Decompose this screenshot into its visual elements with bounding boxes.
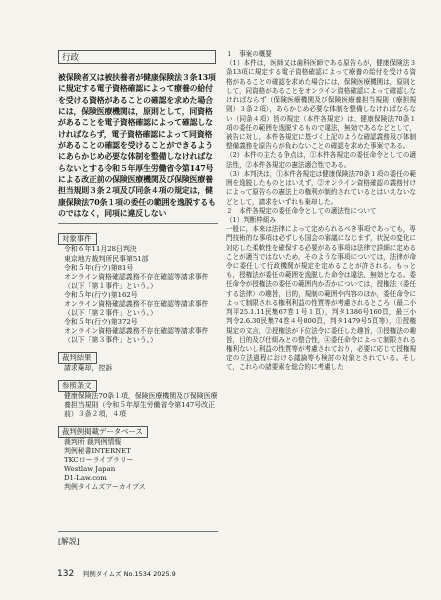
paragraph-3: （3）本判決は，①本件各規定は健康保険法70条１項の委任の範囲を逸脱したものとはいえず，②オンライン資格確認の義務付けによって原告らの憲法上の権利が制約されているとはいえないなどとして，請求をいずれも棄却した。 bbox=[226, 169, 416, 206]
target-case-section bbox=[58, 223, 218, 345]
heading-case-overview: １ 事案の概要 bbox=[226, 50, 272, 58]
result-body: 請求棄却，控訴 bbox=[64, 363, 113, 372]
paragraph-4: 一般に，本来は法律によって定められるべき事項であっても，専門技術的な事項は必ずしも国会の審議になじまず，状況の変化に対応した柔軟性を確保する必要がある事項は法律で詳細に定めることが適当ではないため，そのような事項については，法律が命令に委任して行政機関が規定を定めることが許される。もっとも，授権法が委任の範囲を逸脱した命令は違法，無効となる。委任命令が授権法の委任の範囲内か否かについては，授権法（委任する法律）の趣旨，目的，規制の範囲や内容のほか，委任命令によって制限される権利利益の性質等が考慮されるところ（最二小判平25.1.11民集67巻１号１頁），判タ1386号160頁，最三小判令2.6.30民集74巻４号800頁，判タ1479号5頁等），①授権規定の文言，②授権法が下位法令に委任した趣旨，③授権法の趣旨，目的及び仕組みとの整合性，④委任命令によって制限される権利ないし利益の性質等が考慮されており，必要に応じて授権規定の立法過程における議論等も検討の対象とされている。そして，これらの諸要素を総合的に考慮した bbox=[226, 225, 416, 372]
commentary-section bbox=[58, 531, 218, 547]
target-case-heading: 対象事件 bbox=[58, 233, 97, 245]
case-summary: 被保険者又は被扶養者が健康保険法３条13項に規定する電子資格確認によって療養の給付を受ける資格があることの確認を求めた場合には，保険医療機関は，原則として，同資格があることを電子資格確認によって確認しなければならず，電子資格確認によって同資格があることの確認を受けることができるようにあらかじめ必要な体制を整備しなければならないとする令和５年厚生労働省令第147号による改正前の保険医療機関及び保険医療養担当規則３条２項及び同条４項の規定は，健康保険法70条１項の委任の範囲を逸脱するものではなく，同項に違反しない bbox=[58, 73, 216, 219]
database-heading: 裁判例掲載データベース bbox=[58, 426, 148, 438]
reference-body: 健康保険法70条１項，保険医療機関及び保険医療養担当規則（令和５年厚生労働省令第147号改正前）３条２項，４項 bbox=[64, 392, 218, 419]
result-section bbox=[58, 345, 218, 373]
right-column bbox=[226, 50, 416, 373]
left-column bbox=[58, 50, 218, 492]
heading-legality: ２ 本件各規定の委任命令としての適法性について bbox=[226, 206, 377, 215]
paragraph-1: （1）本件は，医師又は歯科医師である原告らが，健康保険法３条13項に規定する電子資格確認によって療養の給付を受ける資格があることの確認を求めた場合には，保険医療機関は，原則として，同資格があることをオンライン資格確認によって確認しなければならず（保険医療機関及び保険医療養担当規則（療担規則）３条２項），あらかじめ必要な体制を整備しなければならない（同条４項）旨の規定（本件各規定）は，健康保険法70条１項の委任の範囲を逸脱するもので違法，無効であるなどとして，被告に対し，本件各規定に基づく上記のような確認義務及び体制整備義務を原告らが負わないことの確認を求めた事案である。 bbox=[226, 59, 416, 151]
target-case-body: 令和６年11月28日判決 東京地方裁判所民事第51部 令和５年(行ウ)第81号 オンライン資格確認義務不存在確認等請求事件（以下「第１事件」という。） 令和５年(行ウ)第162号 オンライン資格確認義務不存在確認等請求事件（以下「第２事件」という。） 令和５年(行ウ)第372号 オンライン資格確認義務不存在確認等請求事件（以下「第３事件」という。） bbox=[64, 245, 209, 344]
page-number: 132 bbox=[57, 569, 75, 579]
subheading-framework: （1）判断枠組み bbox=[226, 215, 276, 224]
reference-section bbox=[58, 373, 218, 419]
category-label: 行政 bbox=[58, 50, 216, 64]
database-body: 裁判所 裁判例情報 判例秘書INTERNET TKCローライブラリー Westlaw Japan D1-Law.com 判例タイムズアーカイブス bbox=[64, 438, 146, 492]
result-heading: 裁判結果 bbox=[58, 352, 97, 364]
paragraph-2: （2）本件の主たる争点は，①本件各規定の委任命令としての適法性，②本件各規定の憲法適合性である。 bbox=[226, 151, 416, 169]
journal-name: 判例タイムズ No.1534 2025.9 bbox=[82, 570, 176, 578]
commentary-heading: [解説] bbox=[58, 537, 80, 546]
reference-heading: 参照条文 bbox=[58, 380, 97, 392]
page-footer bbox=[57, 569, 176, 579]
database-section bbox=[58, 419, 218, 492]
